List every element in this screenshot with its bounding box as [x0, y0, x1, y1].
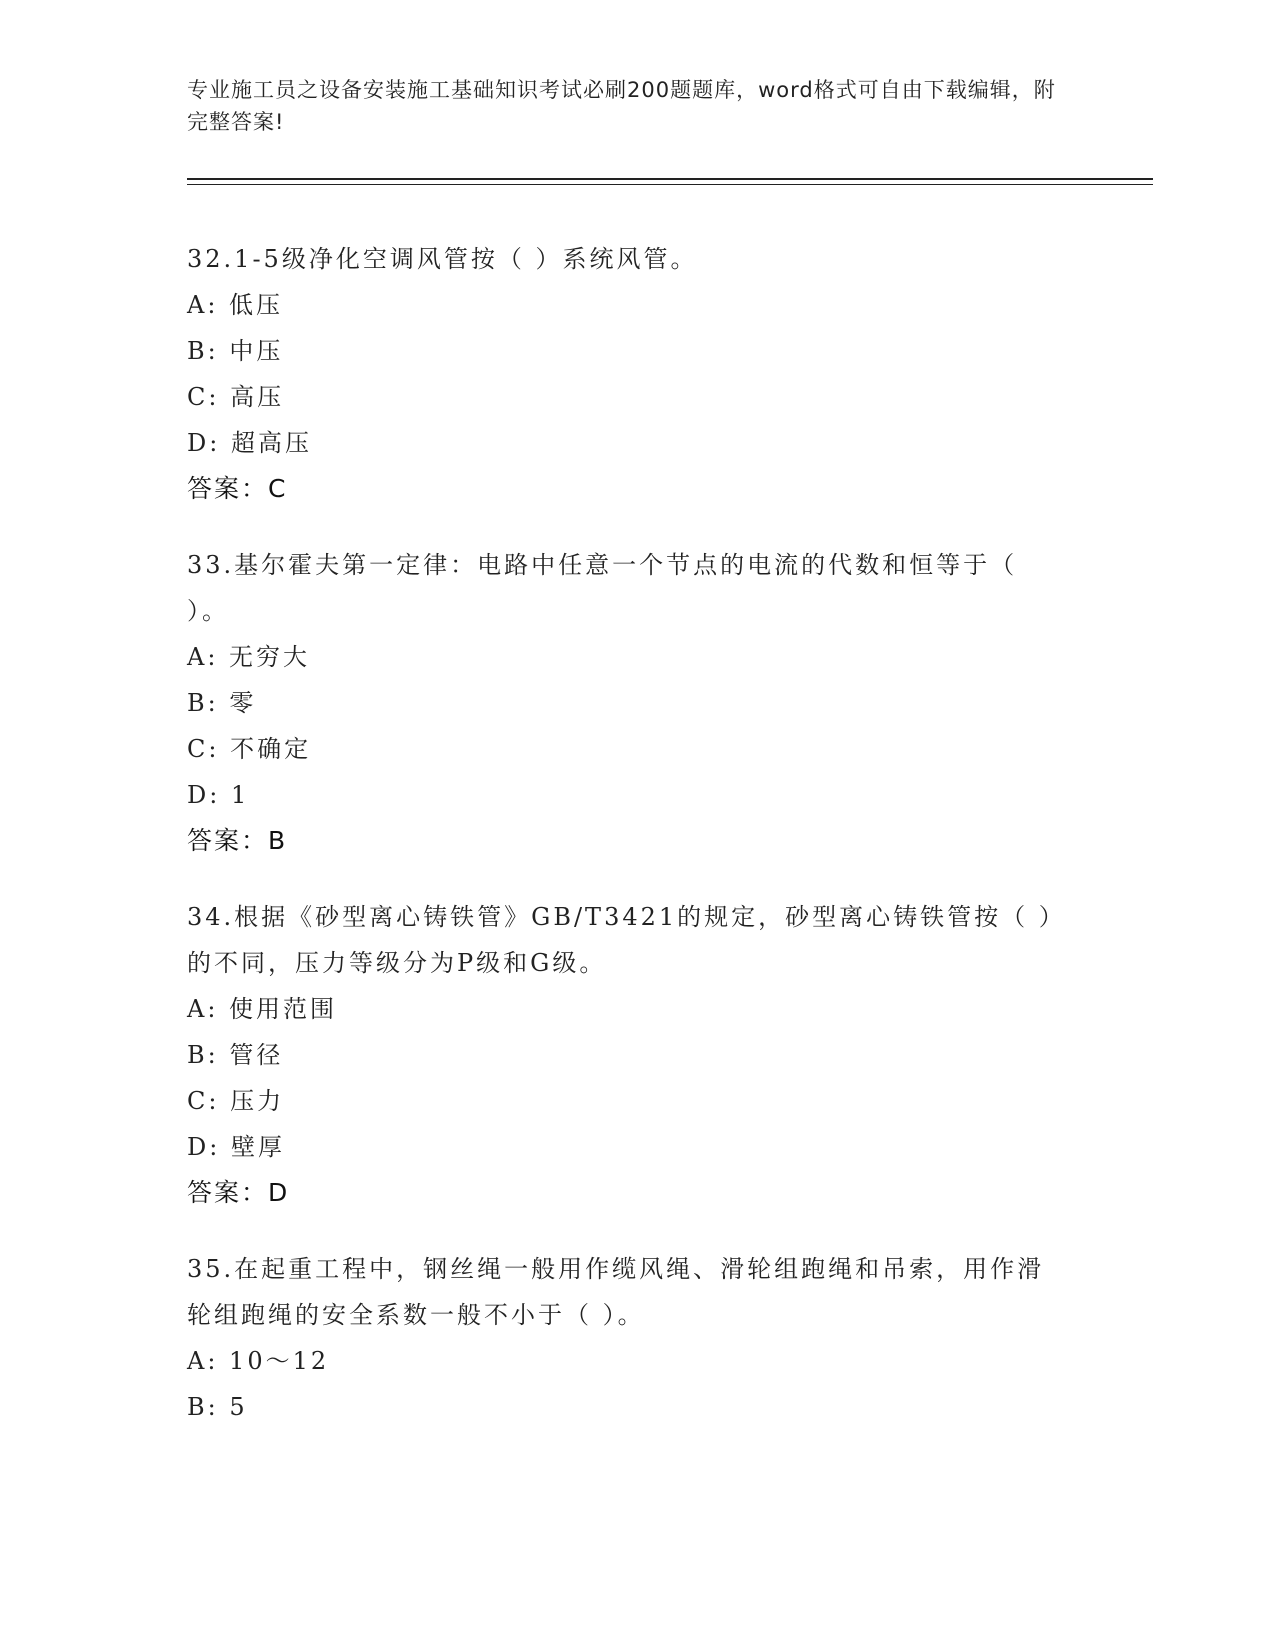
question-list [187, 236, 1087, 1460]
question-32 [187, 236, 1087, 512]
option-a: A: 低压 [187, 291, 284, 319]
question-stem: 35.在起重工程中，钢丝绳一般用作缆风绳、滑轮组跑绳和吊索，用作滑轮组跑绳的安全系数一般不小于（ ）。 [187, 1255, 1045, 1329]
option-d: D: 壁厚 [187, 1133, 285, 1161]
question-34 [187, 894, 1087, 1216]
option-c: C: 高压 [187, 383, 285, 411]
option-c: C: 不确定 [187, 735, 312, 763]
option-a: A: 10～12 [187, 1347, 330, 1375]
option-b: B: 5 [187, 1393, 248, 1421]
option-b: B: 中压 [187, 337, 284, 365]
answer-line: 答案：D [187, 1178, 290, 1207]
option-a: A: 无穷大 [187, 643, 311, 671]
question-stem: 34.根据《砂型离心铸铁管》GB/T3421的规定，砂型离心铸铁管按（ ）的不同，压力等级分为P级和G级。 [187, 903, 1066, 977]
option-b: B: 管径 [187, 1041, 284, 1069]
header-divider-thin [187, 184, 1153, 185]
option-c: C: 压力 [187, 1087, 285, 1115]
answer-line: 答案：B [187, 826, 288, 855]
question-stem: 33.基尔霍夫第一定律：电路中任意一个节点的电流的代数和恒等于（ ）。 [187, 551, 1018, 625]
option-d: D: 超高压 [187, 429, 312, 457]
header-divider [187, 178, 1153, 180]
question-stem: 32.1-5级净化空调风管按（ ）系统风管。 [187, 245, 698, 273]
option-a: A: 使用范围 [187, 995, 338, 1023]
option-b: B: 零 [187, 689, 257, 717]
document-header: 专业施工员之设备安装施工基础知识考试必刷200题题库，word格式可自由下载编辑，附完整答案! [187, 78, 1056, 134]
option-d: D: 1 [187, 781, 250, 809]
question-33 [187, 542, 1087, 864]
answer-line: 答案：C [187, 474, 288, 503]
question-35 [187, 1246, 1087, 1430]
